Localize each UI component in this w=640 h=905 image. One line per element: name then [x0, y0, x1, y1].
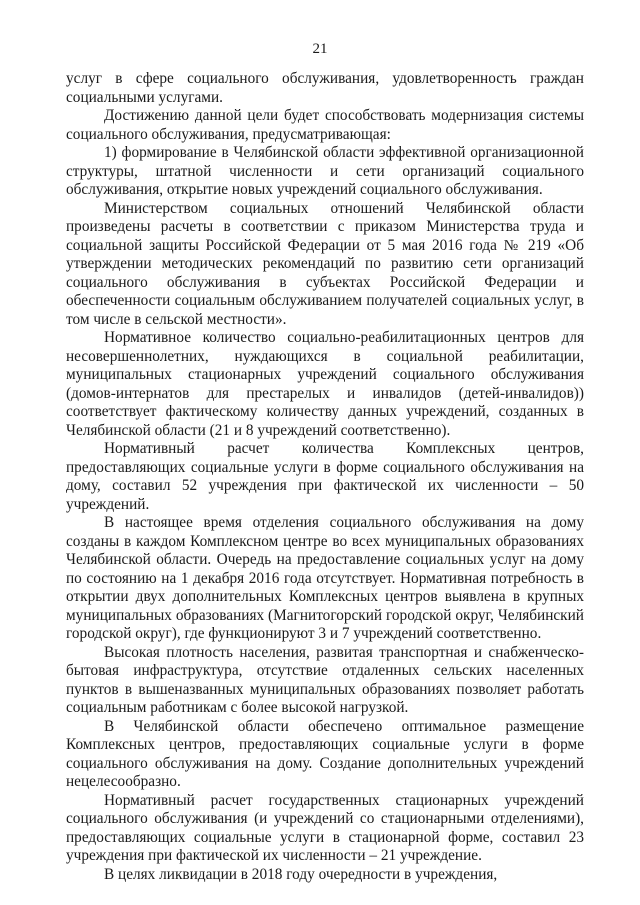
- paragraph-continuation: услуг в сфере социального обслуживания, удовлетворенность граждан социальными услугами.: [66, 70, 584, 106]
- paragraph: Нормативное количество социально-реабилитационных центров для несовершеннолетних, нуждающихся в социальной реабилитации, муниципальных стационарных учреждений социального обслуживания (домов-интернатов для престарелых и инвалидов (детей-инвалидов)) соответствует фактическому количеству данных учреждений, созданных в Челябинской области (21 и 8 учреждений соответственно).: [66, 329, 584, 439]
- body-text: [66, 70, 584, 884]
- paragraph-list-item: 1) формирование в Челябинской области эффективной организационной структуры, штатной численности и сети организаций социального обслуживания, открытие новых учреждений социального обслуживания.: [66, 144, 584, 198]
- page-number: 21: [312, 41, 328, 57]
- paragraph: Нормативный расчет количества Комплексных центров, предоставляющих социальные услуги в форме социального обслуживания на дому, составил 52 учреждения при фактической их численности – 50 учреждений.: [66, 440, 584, 513]
- paragraph: Высокая плотность населения, развитая транспортная и снабженческо-бытовая инфраструктура, отсутствие отдаленных сельских населенных пунктов в вышеназванных муниципальных образованиях позволяет работать социальным работникам с более высокой нагрузкой.: [66, 643, 584, 716]
- paragraph: В Челябинской области обеспечено оптимальное размещение Комплексных центров, предоставляющих социальные услуги в форме социального обслуживания на дому. Создание дополнительных учреждений нецелесообразно.: [66, 717, 584, 790]
- paragraph: Достижению данной цели будет способствовать модернизация системы социального обслуживания, предусматривающая:: [66, 107, 584, 143]
- paragraph: Министерством социальных отношений Челябинской области произведены расчеты в соответствии с приказом Министерства труда и социальной защиты Российской Федерации от 5 мая 2016 года № 219 «Об утверждении методических рекомендаций по развитию сети организаций социального обслуживания в субъектах Российской Федерации и обеспеченности социальным обслуживанием получателей социальных услуг, в том числе в сельской местности».: [66, 199, 584, 328]
- paragraph: Нормативный расчет государственных стационарных учреждений социального обслуживания (и учреждений со стационарными отделениями), предоставляющих социальные услуги в стационарной форме, составил 23 учреждения при фактической их численности – 21 учреждение.: [66, 791, 584, 864]
- paragraph: В настоящее время отделения социального обслуживания на дому созданы в каждом Комплексном центре во всех муниципальных образованиях Челябинской области. Очередь на предоставление социальных услуг на дому по состоянию на 1 декабря 2016 года отсутствует. Нормативная потребность в открытии двух дополнительных Комплексных центров выявлена в крупных муниципальных образованиях (Магнитогорский городской округ, Челябинский городской округ), где функционируют 3 и 7 учреждений соответственно.: [66, 514, 584, 642]
- paragraph-continues: В целях ликвидации в 2018 году очередности в учреждения,: [104, 865, 498, 883]
